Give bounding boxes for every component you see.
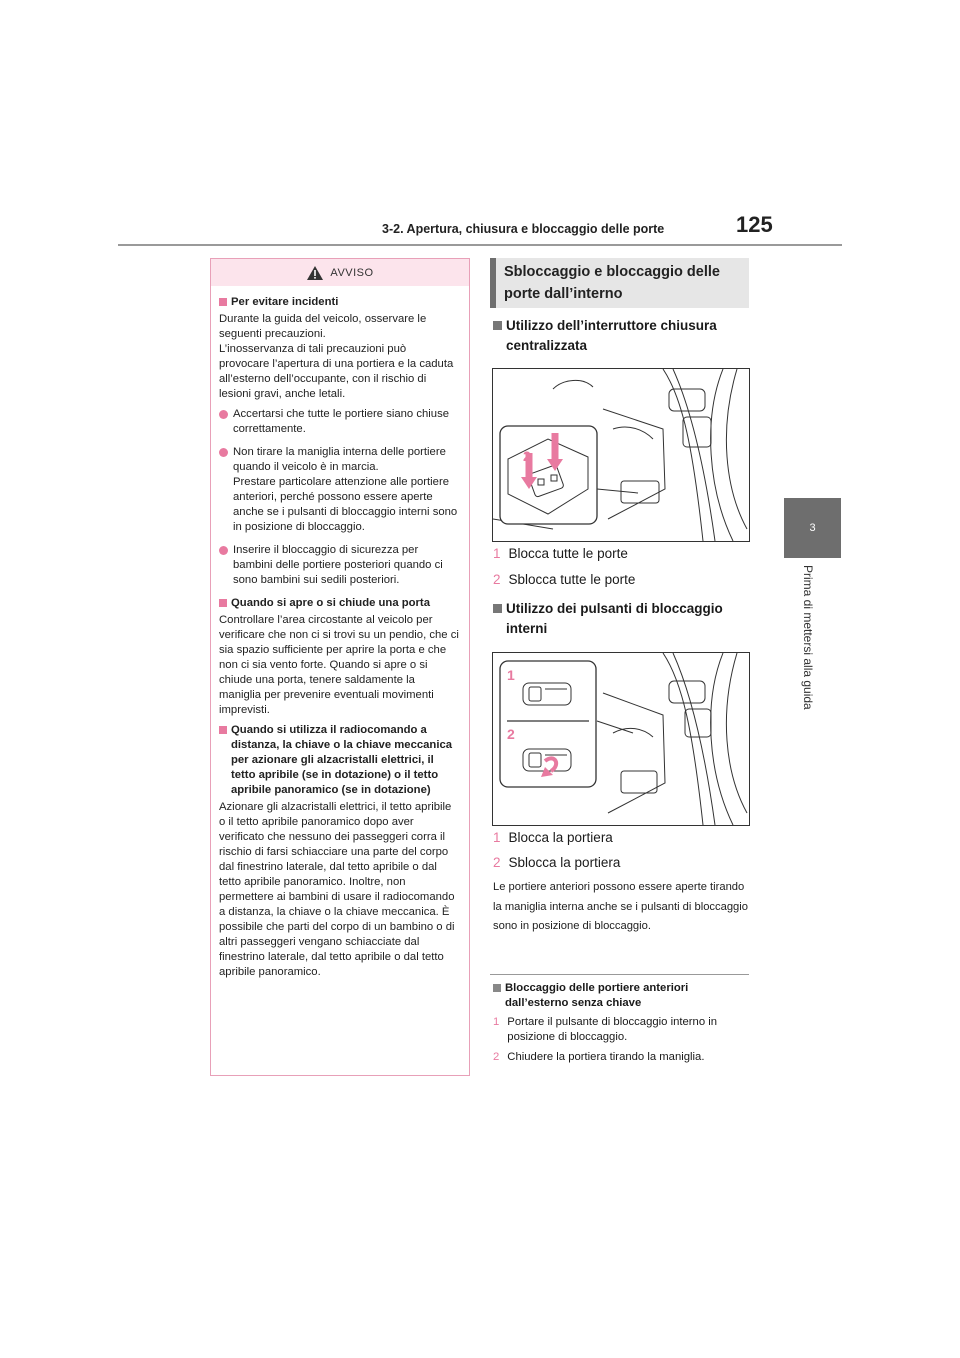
page-number: 125 — [736, 212, 773, 237]
door-lock-switch-illustration — [493, 369, 749, 541]
warning-bullet: Accertarsi che tutte le portiere siano chiuse correttamente. — [219, 407, 459, 437]
chapter-number: 3 — [809, 522, 816, 534]
warning-text: Azionare gli alzacristalli elettrici, il tetto apribile o il tetto apribile panoramico dopo aver verificato che nessuno dei passeggeri corra il rischio di farsi schiacciare una parte del corpo dal finestrino laterale, dal tetto apribile o dal tetto apribile panoramico. Inoltre, non permettere ai bambini di usare il radiocomando a distanza, la chiave o la chiave meccanica. È possibile che parti del corpo di un bambino o di altri passeggeri vengano schiacciate dal finestrino laterale, dal tetto apribile o dal tetto apribile panoramico. — [219, 801, 455, 978]
subsection-heading-inside-lock: Utilizzo dei pulsanti di bloccaggio interni — [493, 599, 748, 639]
square-bullet-icon — [493, 604, 502, 613]
list-item: 1 Blocca tutte le porte — [493, 546, 628, 561]
warning-header — [211, 259, 469, 286]
chapter-tab — [784, 498, 841, 558]
callout-1: 1 — [551, 430, 559, 446]
warning-body — [211, 286, 469, 980]
warning-box — [210, 258, 470, 1076]
header-rule — [118, 244, 842, 246]
info-paragraph: Le portiere anteriori possono essere aperte tirando la maniglia interna anche se i pulsanti di bloccaggio sono in posizione di bloccaggio. — [493, 881, 748, 932]
square-bullet-icon — [219, 298, 227, 306]
callout-2: 2 — [523, 448, 531, 464]
dot-bullet-icon — [219, 546, 228, 555]
callout-2: 2 — [507, 726, 515, 742]
divider — [490, 974, 749, 975]
list-item: 2 Sblocca la portiera — [493, 855, 621, 870]
illustration-central-lock-switch — [492, 368, 750, 542]
inside-lock-button-illustration — [493, 653, 749, 825]
note-heading: Bloccaggio delle portiere anteriori dall’esterno senza chiave — [493, 981, 743, 1011]
dot-bullet-icon — [219, 448, 228, 457]
dot-bullet-icon — [219, 410, 228, 419]
square-bullet-icon — [493, 321, 502, 330]
note-step: 2 Chiudere la portiera tirando la maniglia. — [493, 1051, 705, 1063]
warning-bullet: Non tirare la maniglia interna delle portiere quando il veicolo è in marcia. Prestare particolare attenzione alle portiere anteriori, perché possono essere aperte anche se i pulsanti di bloccaggio interni sono in posizione di bloccaggio. — [219, 445, 459, 535]
warning-triangle-icon — [306, 265, 324, 281]
warning-heading: Quando si utilizza il radiocomando a distanza, la chiave o la chiave meccanica per azionare gli alzacristalli elettrici, il tetto apribile (se in dotazione) o il tetto apribile panoramico (se in dotazione) — [219, 723, 459, 798]
section-heading: Sbloccaggio e bloccaggio delle porte dall’interno — [490, 258, 749, 308]
warning-text: Controllare l’area circostante al veicolo per verificare che non ci si trovi su un pendio, che ci sia spazio sufficiente per aprire la porta e che non ci sia vento forte. Quando si apre o si chiude una porta, tenere saldamente la maniglia per prevenire eventuali movimenti imprevisti. — [219, 614, 459, 716]
header-section-title: 3-2. Apertura, chiusura e bloccaggio delle porte — [382, 222, 665, 236]
square-bullet-icon — [493, 984, 501, 992]
warning-heading: Quando si apre o si chiude una porta — [219, 596, 459, 611]
callout-1: 1 — [507, 667, 515, 683]
warning-text: Durante la guida del veicolo, osservare le seguenti precauzioni. L’inosservanza di tali precauzioni può provocare l’apertura di una portiera e la caduta all’esterno dell’occupante, con il rischio di lesioni gravi, anche letali. — [219, 313, 454, 400]
subsection-heading-central-lock: Utilizzo dell’interruttore chiusura centralizzata — [493, 316, 748, 356]
warning-title: AVVISO — [330, 266, 374, 279]
warning-bullet: Inserire il bloccaggio di sicurezza per bambini delle portiere posteriori quando ci sono bambini sui sedili posteriori. — [219, 543, 459, 588]
list-item: 2 Sblocca tutte le porte — [493, 572, 636, 587]
note-step: 1 Portare il pulsante di bloccaggio interno in posizione di bloccaggio. — [493, 1016, 718, 1043]
square-bullet-icon — [219, 726, 227, 734]
illustration-inside-lock-buttons — [492, 652, 750, 826]
warning-heading: Per evitare incidenti — [219, 295, 459, 310]
chapter-label: Prima di mettersi alla guida — [801, 565, 815, 710]
list-item: 1 Blocca la portiera — [493, 830, 613, 845]
square-bullet-icon — [219, 599, 227, 607]
